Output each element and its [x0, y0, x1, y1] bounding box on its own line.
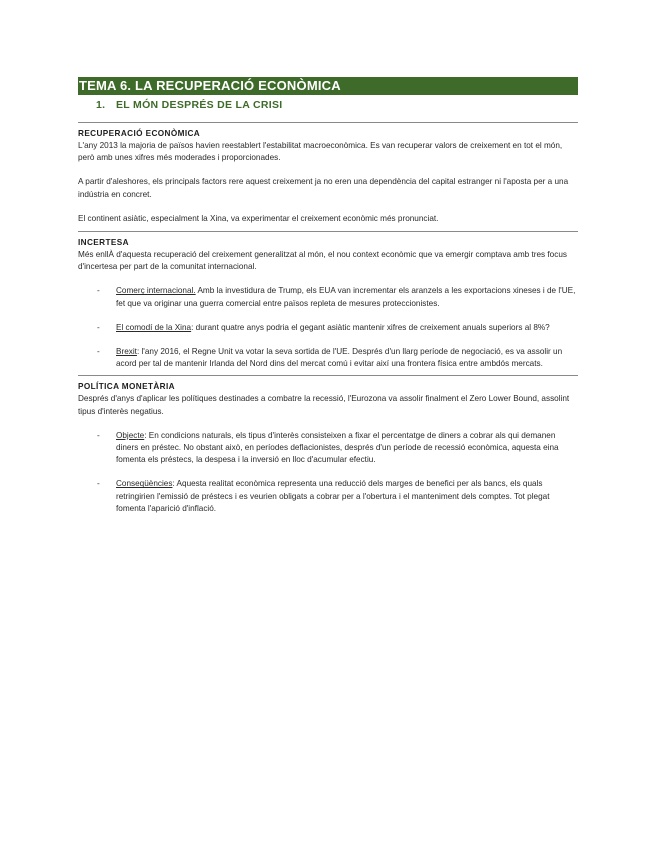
bullet-text: : En condicions naturals, els tipus d'interès consisteixen a fixar el percentatge de diners a cobrar als qui demanen diners en préstec. No obstant això, en períodes deflacionistes, després d'un període de recessió econòmica, aquesta eina fomenta els préstecs, la despesa i la inversió en lloc d'acumular efectiu. [116, 430, 559, 465]
section-title-text: EL MÓN DESPRÉS DE LA CRISI [116, 99, 283, 111]
bullet-term: Conseqüències [116, 479, 173, 489]
bullet-text: Amb la investidura de Trump, els EUA van incrementar els aranzels a les exportacions xineses i de l'UE, fet que va originar una guerra comercial entre països repleta de mesures proteccionistes. [116, 286, 576, 308]
bullet-list-incertesa [78, 285, 578, 370]
list-item [78, 430, 578, 467]
paragraph: Després d'anys d'aplicar les polítiques destinades a combatre la recessió, l'Eurozona va assolir finalment el Zero Lower Bound, assolint tipus d'interès negatius. [78, 394, 570, 416]
heading-politica: POLÍTICA MONETÀRIA [78, 382, 175, 392]
bullet-dash: - [97, 430, 100, 440]
bullet-term: Objecte [116, 430, 145, 440]
section-number: 1. [96, 99, 106, 111]
paragraph: Més enllÀ d'aquesta recuperació del creixement generalitzat al món, el nou context econòmic que va emergir comptava amb tres focus d'incertesa per part de la comunitat internacional. [78, 250, 567, 272]
divider [78, 231, 578, 232]
list-item [78, 322, 578, 334]
bullet-term: Comerç internacional. [116, 286, 196, 296]
chapter-title: TEMA 6. LA RECUPERACIÓ ECONÒMICA [78, 77, 578, 95]
bullet-dash: - [97, 347, 100, 357]
paragraph: L'any 2013 la majoria de països havien reestablert l'estabilitat macroeconòmica. Es van recuperar valors de creixement en tot el món, però amb unes xifres més moderades i proporcionades. [78, 141, 563, 163]
bullet-dash: - [97, 479, 100, 489]
bullet-list-politica [78, 430, 578, 515]
bullet-text: : durant quatre anys podria el gegant asiàtic mantenir xifres de creixement anuals superiors al 8%? [191, 322, 550, 332]
bullet-term: Brexit [116, 347, 137, 357]
list-item [78, 478, 578, 515]
paragraph: A partir d'aleshores, els principals factors rere aquest creixement ja no eren una dependència del capital estranger ni l'aposta per a una indústria en concret. [78, 177, 569, 199]
divider [78, 122, 578, 123]
bullet-term: El comodí de la Xina [116, 322, 192, 332]
section-title [78, 97, 578, 114]
list-item [78, 346, 578, 370]
bullet-dash: - [97, 286, 100, 296]
heading-recuperacio: RECUPERACIÓ ECONÒMICA [78, 129, 201, 138]
bullet-text: : l'any 2016, el Regne Unit va votar la seva sortida de l'UE. Després d'un llarg període de negociació, es va assolir un acord per tal de mantenir Irlanda del Nord dins del mercat comú i evitar així una frontera física entre ambdós mercats. [116, 347, 563, 369]
bullet-dash: - [97, 322, 100, 332]
bullet-text: : Aquesta realitat econòmica representa una reducció dels marges de benefici per als bancs, els quals retringirien l'emissió de préstecs i es veurien obligats a cobrar per a l'obertura i el manteniment dels comptes. Tot plegat fomenta l'aparició d'inflació. [116, 479, 550, 513]
list-item [78, 285, 578, 309]
document-page [78, 77, 578, 527]
heading-incertesa: INCERTESA [78, 238, 129, 248]
divider [78, 375, 578, 376]
paragraph: El continent asiàtic, especialment la Xina, va experimentar el creixement econòmic més pronunciat. [78, 213, 439, 223]
